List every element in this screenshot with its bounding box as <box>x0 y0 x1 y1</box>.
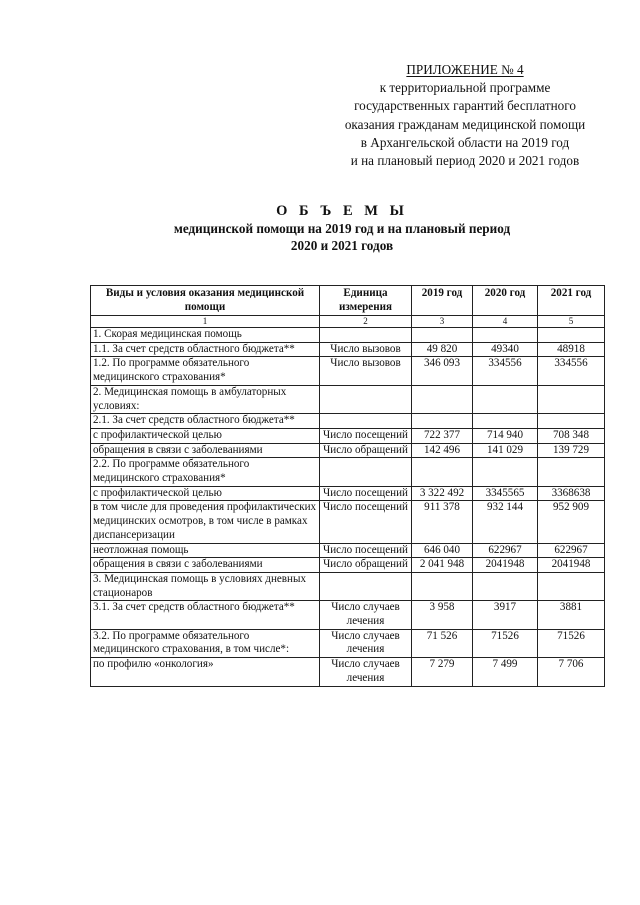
value-2020-cell: 141 029 <box>473 443 538 458</box>
row-label-cell: обращения в связи с заболеваниями <box>91 443 320 458</box>
value-2021-cell: 708 348 <box>538 428 605 443</box>
value-2019-cell <box>412 572 473 600</box>
document-subtitle <box>90 220 594 254</box>
value-2020-cell: 7 499 <box>473 658 538 686</box>
value-2020-cell: 3345565 <box>473 486 538 501</box>
annex-block <box>300 61 630 170</box>
column-number: 3 <box>412 316 473 328</box>
value-2021-cell: 334556 <box>538 357 605 385</box>
subtitle-line: 2020 и 2021 годов <box>290 238 394 253</box>
value-2019-cell <box>412 385 473 413</box>
unit-cell: Число вызовов <box>320 357 412 385</box>
volumes-table <box>90 285 605 687</box>
unit-cell: Число случаев лечения <box>320 658 412 686</box>
value-2021-cell: 622967 <box>538 543 605 558</box>
unit-cell <box>320 328 412 343</box>
annex-line: к территориальной программе <box>379 80 551 96</box>
value-2020-cell: 71526 <box>473 629 538 657</box>
unit-cell: Число обращений <box>320 558 412 573</box>
value-2021-cell: 48918 <box>538 342 605 357</box>
table-row <box>91 501 605 543</box>
value-2019-cell: 7 279 <box>412 658 473 686</box>
header-cell: 2021 год <box>538 286 605 316</box>
subtitle-line: медицинской помощи на 2019 год и на плановый период <box>173 221 511 236</box>
unit-cell: Число посещений <box>320 428 412 443</box>
table-row <box>91 357 605 385</box>
unit-cell: Число случаев лечения <box>320 601 412 629</box>
value-2019-cell: 3 958 <box>412 601 473 629</box>
table-row <box>91 328 605 343</box>
annex-line: оказания гражданам медицинской помощи <box>344 116 586 132</box>
table-row <box>91 543 605 558</box>
row-label-cell: 1. Скорая медицинская помощь <box>91 328 320 343</box>
value-2020-cell: 2041948 <box>473 558 538 573</box>
table-row <box>91 443 605 458</box>
value-2019-cell: 2 041 948 <box>412 558 473 573</box>
unit-cell <box>320 458 412 486</box>
unit-cell: Число случаев лечения <box>320 629 412 657</box>
value-2020-cell: 932 144 <box>473 501 538 543</box>
value-2020-cell <box>473 572 538 600</box>
value-2019-cell <box>412 414 473 429</box>
value-2021-cell: 3368638 <box>538 486 605 501</box>
value-2020-cell <box>473 385 538 413</box>
row-label-cell: 2.1. За счет средств областного бюджета** <box>91 414 320 429</box>
annex-line: в Архангельской области на 2019 год <box>360 134 570 150</box>
value-2021-cell <box>538 458 605 486</box>
annex-line: государственных гарантий бесплатного <box>354 98 576 114</box>
value-2020-cell: 334556 <box>473 357 538 385</box>
value-2021-cell: 139 729 <box>538 443 605 458</box>
row-label-cell: 1.1. За счет средств областного бюджета** <box>91 342 320 357</box>
row-label-cell: обращения в связи с заболеваниями <box>91 558 320 573</box>
value-2020-cell <box>473 414 538 429</box>
row-label-cell: 2.2. По программе обязательного медицинского страхования* <box>91 458 320 486</box>
column-number: 4 <box>473 316 538 328</box>
document-title: О Б Ъ Е М Ы <box>276 203 408 219</box>
header-cell: 2020 год <box>473 286 538 316</box>
row-label-cell: 3. Медицинская помощь в условиях дневных стационаров <box>91 572 320 600</box>
value-2021-cell: 952 909 <box>538 501 605 543</box>
value-2019-cell: 346 093 <box>412 357 473 385</box>
row-label-cell: с профилактической целью <box>91 486 320 501</box>
value-2019-cell: 722 377 <box>412 428 473 443</box>
table-row <box>91 629 605 657</box>
column-number: 2 <box>320 316 412 328</box>
value-2019-cell: 49 820 <box>412 342 473 357</box>
value-2020-cell: 49340 <box>473 342 538 357</box>
value-2020-cell: 622967 <box>473 543 538 558</box>
unit-cell <box>320 572 412 600</box>
row-label-cell: 2. Медицинская помощь в амбулаторных условиях: <box>91 385 320 413</box>
unit-cell: Число посещений <box>320 501 412 543</box>
value-2019-cell <box>412 458 473 486</box>
row-label-cell: 3.1. За счет средств областного бюджета** <box>91 601 320 629</box>
table-row <box>91 658 605 686</box>
annex-title: ПРИЛОЖЕНИЕ № 4 <box>406 62 524 77</box>
value-2021-cell: 3881 <box>538 601 605 629</box>
row-label-cell: неотложная помощь <box>91 543 320 558</box>
value-2020-cell: 3917 <box>473 601 538 629</box>
unit-cell <box>320 414 412 429</box>
value-2019-cell: 911 378 <box>412 501 473 543</box>
value-2020-cell <box>473 458 538 486</box>
table-row <box>91 572 605 600</box>
table-row <box>91 458 605 486</box>
table-header-row <box>91 286 605 316</box>
table-row <box>91 342 605 357</box>
value-2021-cell <box>538 572 605 600</box>
unit-cell: Число посещений <box>320 486 412 501</box>
table-row <box>91 486 605 501</box>
table-row <box>91 601 605 629</box>
column-number: 1 <box>91 316 320 328</box>
value-2021-cell: 7 706 <box>538 658 605 686</box>
value-2019-cell: 142 496 <box>412 443 473 458</box>
table-row <box>91 385 605 413</box>
row-label-cell: по профилю «онкология» <box>91 658 320 686</box>
value-2019-cell: 646 040 <box>412 543 473 558</box>
row-label-cell: с профилактической целью <box>91 428 320 443</box>
header-cell: Виды и условия оказания медицинской помощи <box>91 286 320 316</box>
value-2021-cell: 71526 <box>538 629 605 657</box>
value-2019-cell <box>412 328 473 343</box>
value-2021-cell <box>538 414 605 429</box>
value-2021-cell <box>538 385 605 413</box>
unit-cell: Число вызовов <box>320 342 412 357</box>
unit-cell: Число обращений <box>320 443 412 458</box>
value-2021-cell: 2041948 <box>538 558 605 573</box>
row-label-cell: 3.2. По программе обязательного медицинского страхования, в том числе*: <box>91 629 320 657</box>
row-label-cell: 1.2. По программе обязательного медицинского страхования* <box>91 357 320 385</box>
table-row <box>91 558 605 573</box>
annex-line: и на плановый период 2020 и 2021 годов <box>350 153 580 169</box>
column-number: 5 <box>538 316 605 328</box>
value-2020-cell: 714 940 <box>473 428 538 443</box>
column-number-row <box>91 316 605 328</box>
table-body <box>91 328 605 687</box>
unit-cell: Число посещений <box>320 543 412 558</box>
table-row <box>91 428 605 443</box>
unit-cell <box>320 385 412 413</box>
value-2020-cell <box>473 328 538 343</box>
value-2019-cell: 71 526 <box>412 629 473 657</box>
row-label-cell: в том числе для проведения профилактических медицинских осмотров, в том числе в рамках диспансеризации <box>91 501 320 543</box>
header-cell: Единица измерения <box>320 286 412 316</box>
value-2021-cell <box>538 328 605 343</box>
table-row <box>91 414 605 429</box>
value-2019-cell: 3 322 492 <box>412 486 473 501</box>
header-cell: 2019 год <box>412 286 473 316</box>
